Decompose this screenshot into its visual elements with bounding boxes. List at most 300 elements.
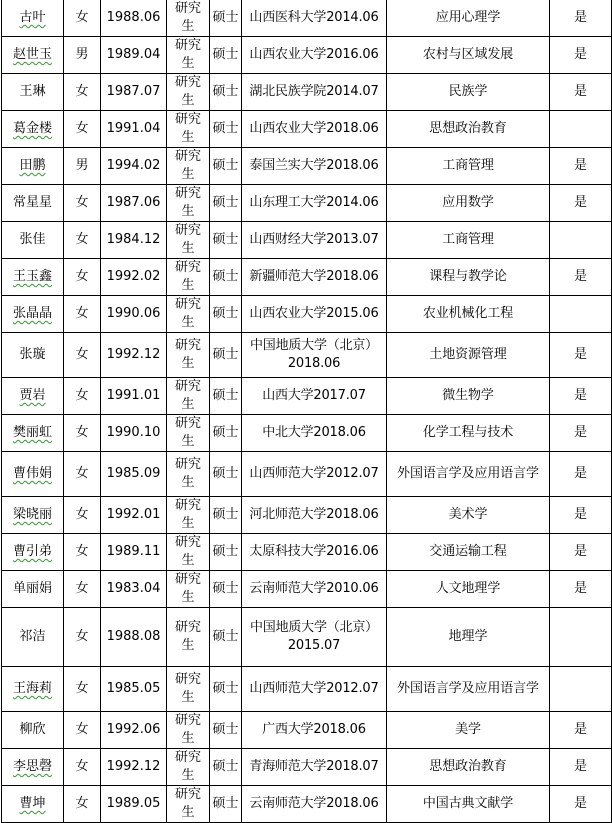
cell-gender-text: 女 [75,629,89,644]
cell-birth-date [101,534,167,571]
cell-flag [550,0,612,37]
cell-degree-text: 硕士 [212,581,239,596]
cell-major-text: 农业机械化工程 [422,306,514,321]
table-row [2,0,612,37]
cell-education [167,37,210,74]
cell-birth-date-text: 1987.06 [106,195,161,210]
cell-flag [550,608,612,667]
cell-education-text: 研究生 [174,223,201,256]
cell-flag [550,333,612,378]
cell-degree [210,786,242,823]
table-row [2,571,612,608]
cell-gender-text: 女 [75,121,89,136]
cell-major [387,37,550,74]
cell-school-graduation [242,497,387,534]
cell-name [2,534,64,571]
cell-name [2,786,64,823]
cell-major [387,452,550,497]
cell-education [167,534,210,571]
cell-education-text: 研究生 [174,38,201,71]
cell-school-graduation-text: 山西医科大学2014.06 [249,10,379,25]
cell-flag-text: 是 [573,47,587,62]
table-row [2,608,612,667]
cell-degree [210,571,242,608]
cell-education-text: 研究生 [174,416,201,449]
cell-birth-date-text: 1992.06 [106,722,161,737]
cell-gender-text: 女 [75,232,89,247]
cell-major-text: 应用数学 [442,195,494,210]
cell-flag [550,667,612,712]
cell-gender-text: 男 [75,158,89,173]
cell-gender-text: 女 [75,466,89,481]
cell-birth-date [101,786,167,823]
cell-degree [210,452,242,497]
cell-education-text: 研究生 [174,672,201,705]
cell-gender-text: 女 [75,306,89,321]
cell-degree [210,333,242,378]
cell-name-text: 常星星 [12,195,52,210]
cell-birth-date [101,185,167,222]
cell-name-text: 赵世玉 [12,47,52,62]
cell-birth-date-text: 1989.04 [106,47,161,62]
cell-school-graduation-text: 山西师范大学2012.07 [249,466,379,481]
cell-name [2,378,64,415]
cell-education-text: 研究生 [174,1,201,34]
cell-major [387,0,550,37]
cell-school-graduation-text: 青海师范大学2018.07 [249,759,379,774]
cell-name-text: 葛金楼 [12,121,52,136]
cell-major [387,786,550,823]
cell-birth-date-text: 1988.08 [106,629,161,644]
table-row [2,534,612,571]
cell-degree-text: 硕士 [212,232,239,247]
cell-school-graduation [242,452,387,497]
cell-birth-date-text: 1987.07 [106,84,161,99]
cell-name-text: 贾岩 [19,388,46,403]
cell-school-graduation [242,148,387,185]
cell-education [167,185,210,222]
cell-school-graduation [242,259,387,296]
cell-birth-date [101,749,167,786]
cell-gender-text: 女 [75,425,89,440]
cell-flag [550,185,612,222]
cell-birth-date [101,333,167,378]
cell-school-graduation-text: 山西农业大学2015.06 [249,306,379,321]
cell-name [2,712,64,749]
cell-flag [550,37,612,74]
cell-birth-date-text: 1992.12 [106,759,161,774]
cell-flag-text: 是 [573,195,587,210]
cell-name [2,415,64,452]
cell-birth-date-text: 1992.02 [106,269,161,284]
cell-school-graduation-text: 中北大学2018.06 [262,425,366,440]
cell-degree-text: 硕士 [212,306,239,321]
cell-education-text: 研究生 [174,379,201,412]
cell-major-text: 土地资源管理 [429,347,507,362]
cell-school-graduation [242,712,387,749]
cell-birth-date-text: 1989.11 [106,544,161,559]
cell-degree [210,534,242,571]
cell-education [167,415,210,452]
cell-gender [64,148,101,185]
cell-flag [550,259,612,296]
cell-major [387,185,550,222]
cell-major-text: 思想政治教育 [429,121,507,136]
cell-gender [64,608,101,667]
cell-gender-text: 女 [75,681,89,696]
cell-birth-date-text: 1991.04 [106,121,161,136]
cell-degree-text: 硕士 [212,47,239,62]
cell-gender [64,0,101,37]
cell-degree [210,148,242,185]
cell-major-text: 地理学 [448,629,488,644]
cell-degree-text: 硕士 [212,158,239,173]
cell-education-text: 研究生 [174,297,201,330]
cell-education-text: 研究生 [174,498,201,531]
cell-school-graduation [242,415,387,452]
cell-degree-text: 硕士 [212,544,239,559]
cell-major-text: 美术学 [448,507,488,522]
table-row [2,74,612,111]
cell-name [2,259,64,296]
cell-school-graduation [242,667,387,712]
cell-school-graduation-text: 山西师范大学2012.07 [249,681,379,696]
cell-education-text: 研究生 [174,787,201,820]
cell-major [387,259,550,296]
cell-name-text: 张佳 [19,232,46,247]
cell-education-text: 研究生 [174,75,201,108]
cell-name-text: 曹伟娟 [12,466,52,481]
cell-gender-text: 女 [75,759,89,774]
cell-gender-text: 女 [75,796,89,811]
cell-flag-text: 是 [573,507,587,522]
cell-flag [550,148,612,185]
cell-name [2,37,64,74]
cell-name [2,148,64,185]
cell-birth-date [101,452,167,497]
cell-name-text: 曹坤 [19,796,46,811]
cell-major-text: 美学 [455,722,481,737]
table-row [2,786,612,823]
cell-major-text: 外国语言学及应用语言学 [397,466,539,481]
cell-major-text: 化学工程与技术 [422,425,514,440]
cell-degree [210,185,242,222]
cell-major [387,74,550,111]
cell-birth-date [101,296,167,333]
cell-school-graduation-text: 中国地质大学（北京）2018.06 [249,338,378,371]
cell-name-text: 曹引弟 [12,544,52,559]
cell-major-text: 中国古典文献学 [422,796,514,811]
cell-degree [210,222,242,259]
cell-major [387,148,550,185]
cell-school-graduation [242,222,387,259]
cell-degree-text: 硕士 [212,722,239,737]
cell-birth-date-text: 1990.06 [106,306,161,321]
cell-name-text: 单丽娟 [12,581,52,596]
cell-major-text: 人文地理学 [435,581,501,596]
cell-major [387,378,550,415]
cell-major-text: 农村与区域发展 [422,47,514,62]
cell-school-graduation-text: 山西农业大学2018.06 [249,121,379,136]
cell-education-text: 研究生 [174,572,201,605]
cell-education [167,222,210,259]
cell-school-graduation-text: 山东理工大学2014.06 [249,195,379,210]
cell-school-graduation-text: 中国地质大学（北京）2015.07 [249,620,378,653]
cell-degree [210,37,242,74]
table-row [2,415,612,452]
table-row [2,378,612,415]
cell-gender [64,37,101,74]
cell-gender [64,111,101,148]
cell-school-graduation-text: 新疆师范大学2018.06 [249,269,379,284]
cell-birth-date [101,148,167,185]
cell-gender-text: 女 [75,507,89,522]
cell-gender [64,452,101,497]
cell-school-graduation-text: 太原科技大学2016.06 [249,544,379,559]
cell-birth-date [101,74,167,111]
cell-education [167,259,210,296]
cell-major [387,534,550,571]
table-row [2,749,612,786]
cell-education [167,571,210,608]
cell-school-graduation-text: 山西农业大学2016.06 [249,47,379,62]
cell-flag [550,222,612,259]
cell-gender-text: 男 [75,47,89,62]
cell-flag [550,712,612,749]
cell-education-text: 研究生 [174,186,201,219]
cell-gender [64,296,101,333]
cell-major-text: 工商管理 [442,232,494,247]
cell-flag-text: 是 [573,544,587,559]
cell-birth-date-text: 1992.01 [106,507,161,522]
cell-school-graduation [242,296,387,333]
cell-gender-text: 女 [75,544,89,559]
cell-gender [64,786,101,823]
cell-name [2,333,64,378]
cell-name-text: 柳欣 [19,722,46,737]
cell-birth-date-text: 1994.02 [106,158,161,173]
cell-gender [64,749,101,786]
cell-degree-text: 硕士 [212,121,239,136]
cell-education [167,0,210,37]
cell-gender [64,497,101,534]
cell-education [167,608,210,667]
cell-major-text: 交通运输工程 [429,544,507,559]
cell-flag [550,111,612,148]
cell-gender [64,667,101,712]
cell-birth-date [101,0,167,37]
cell-birth-date [101,222,167,259]
cell-birth-date [101,378,167,415]
cell-name-text: 张晶晶 [12,306,52,321]
cell-school-graduation [242,534,387,571]
cell-school-graduation [242,378,387,415]
table-row [2,111,612,148]
cell-education [167,786,210,823]
cell-school-graduation [242,608,387,667]
cell-degree-text: 硕士 [212,195,239,210]
cell-gender-text: 女 [75,347,89,362]
cell-flag-text: 是 [573,388,587,403]
cell-gender [64,333,101,378]
cell-name [2,452,64,497]
table-row [2,667,612,712]
cell-degree [210,111,242,148]
cell-flag-text: 是 [573,84,587,99]
cell-major [387,749,550,786]
cell-name-text: 王海莉 [12,681,52,696]
cell-name-text: 王玉鑫 [12,269,52,284]
cell-degree [210,749,242,786]
cell-name-text: 田鹏 [19,158,46,173]
cell-education [167,333,210,378]
cell-flag-text: 是 [573,347,587,362]
cell-birth-date-text: 1983.04 [106,581,161,596]
cell-degree [210,74,242,111]
cell-name [2,185,64,222]
cell-gender-text: 女 [75,722,89,737]
cell-school-graduation-text: 河北师范大学2018.06 [249,507,379,522]
cell-birth-date [101,667,167,712]
cell-education [167,296,210,333]
cell-gender [64,378,101,415]
cell-name-text: 古叶 [19,10,46,25]
cell-flag [550,749,612,786]
cell-birth-date [101,111,167,148]
cell-education [167,497,210,534]
cell-flag [550,378,612,415]
cell-school-graduation [242,74,387,111]
cell-degree-text: 硕士 [212,629,239,644]
cell-flag-text: 是 [573,10,587,25]
cell-gender [64,74,101,111]
cell-degree [210,608,242,667]
cell-school-graduation-text: 泰国兰实大学2018.06 [249,158,379,173]
cell-degree-text: 硕士 [212,84,239,99]
cell-degree-text: 硕士 [212,759,239,774]
cell-flag [550,497,612,534]
cell-birth-date-text: 1990.10 [106,425,161,440]
cell-degree [210,259,242,296]
cell-flag [550,415,612,452]
cell-flag-text: 是 [573,722,587,737]
cell-flag-text: 是 [573,581,587,596]
cell-major [387,571,550,608]
cell-name [2,296,64,333]
cell-major [387,608,550,667]
cell-name [2,0,64,37]
cell-major [387,111,550,148]
cell-name [2,571,64,608]
cell-education [167,111,210,148]
cell-degree [210,415,242,452]
cell-education [167,452,210,497]
table-row [2,148,612,185]
cell-degree [210,497,242,534]
cell-degree-text: 硕士 [212,466,239,481]
cell-major [387,415,550,452]
cell-degree [210,296,242,333]
cell-school-graduation-text: 山西财经大学2013.07 [249,232,379,247]
cell-birth-date-text: 1984.12 [106,232,161,247]
cell-flag [550,296,612,333]
table-row [2,222,612,259]
cell-birth-date-text: 1985.05 [106,681,161,696]
cell-school-graduation [242,0,387,37]
cell-flag [550,452,612,497]
table-row [2,333,612,378]
personnel-table [1,0,612,823]
cell-birth-date-text: 1985.09 [106,466,161,481]
cell-birth-date-text: 1988.06 [106,10,161,25]
cell-education-text: 研究生 [174,750,201,783]
cell-school-graduation-text: 湖北民族学院2014.07 [249,84,379,99]
cell-education-text: 研究生 [174,713,201,746]
table-row [2,296,612,333]
cell-major [387,712,550,749]
cell-degree [210,712,242,749]
cell-major-text: 课程与教学论 [429,269,507,284]
cell-education-text: 研究生 [174,535,201,568]
cell-flag [550,74,612,111]
cell-degree-text: 硕士 [212,425,239,440]
cell-name-text: 王琳 [19,84,46,99]
cell-birth-date [101,259,167,296]
cell-gender [64,415,101,452]
cell-name-text: 梁晓丽 [12,507,52,522]
cell-major [387,497,550,534]
cell-gender-text: 女 [75,10,89,25]
cell-major-text: 微生物学 [442,388,494,403]
cell-flag-text: 是 [573,269,587,284]
cell-birth-date-text: 1989.05 [106,796,161,811]
cell-gender [64,712,101,749]
cell-name-text: 樊丽虹 [12,425,52,440]
table-row [2,712,612,749]
cell-degree-text: 硕士 [212,347,239,362]
cell-gender-text: 女 [75,581,89,596]
cell-education [167,749,210,786]
cell-education-text: 研究生 [174,112,201,145]
cell-education-text: 研究生 [174,149,201,182]
cell-name [2,749,64,786]
cell-degree-text: 硕士 [212,681,239,696]
cell-major-text: 民族学 [448,84,488,99]
cell-flag [550,786,612,823]
cell-flag-text: 是 [573,158,587,173]
cell-education [167,148,210,185]
cell-birth-date [101,497,167,534]
cell-education [167,667,210,712]
cell-school-graduation [242,185,387,222]
cell-birth-date-text: 1991.01 [106,388,161,403]
table-row [2,497,612,534]
cell-school-graduation [242,749,387,786]
cell-birth-date [101,571,167,608]
cell-education-text: 研究生 [174,457,201,490]
cell-degree-text: 硕士 [212,388,239,403]
table-row [2,37,612,74]
cell-birth-date [101,415,167,452]
table-row [2,259,612,296]
cell-degree-text: 硕士 [212,507,239,522]
cell-flag [550,571,612,608]
cell-major-text: 思想政治教育 [429,759,507,774]
cell-birth-date [101,712,167,749]
cell-education [167,712,210,749]
cell-school-graduation [242,786,387,823]
cell-gender [64,259,101,296]
